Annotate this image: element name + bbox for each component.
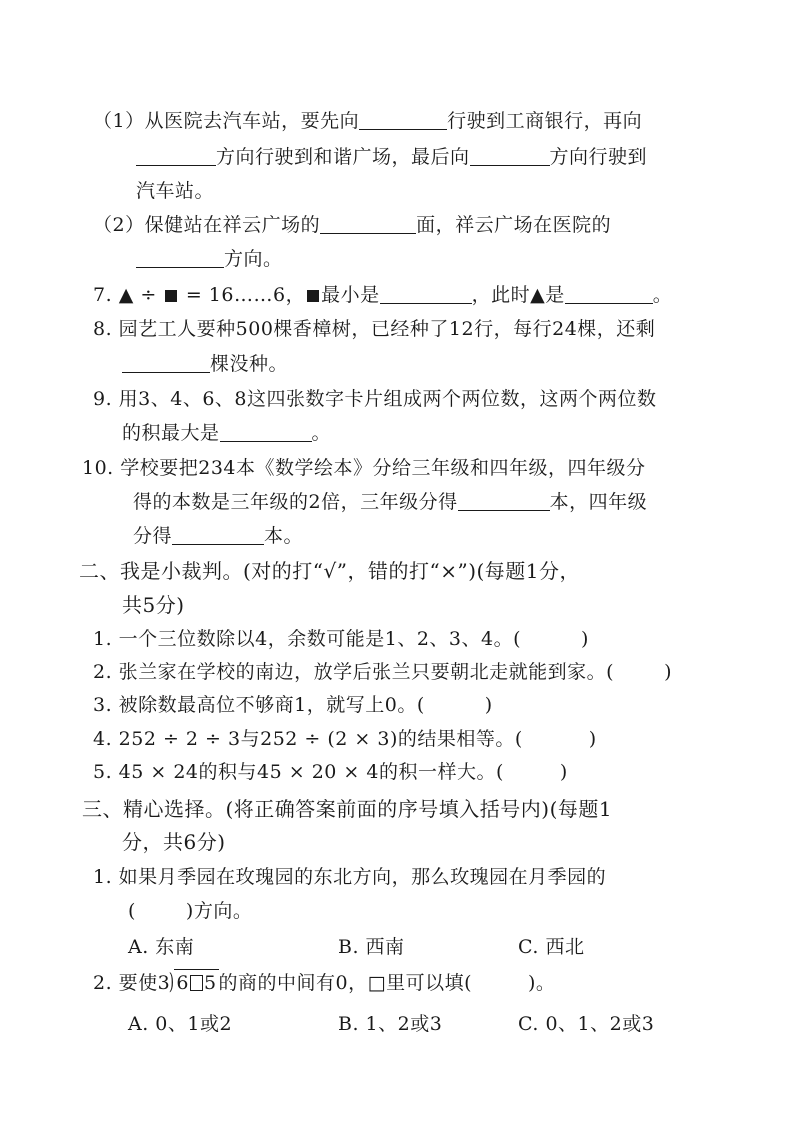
q10-text-b: 得的本数是三年级的2倍，三年级分得 <box>133 491 458 513</box>
q6-part1-text-b: 行驶到工商银行，再向 <box>447 110 643 132</box>
q10-line1 <box>82 455 646 481</box>
q6-part2-line2 <box>136 246 283 272</box>
q8-text-b: 棵没种。 <box>210 353 289 375</box>
answer-blank[interactable] <box>470 145 550 166</box>
choice-q2-line1 <box>93 969 555 995</box>
section3-title-line1 <box>82 796 612 822</box>
judge-item-close: ) <box>664 661 673 683</box>
q10-text-e: 本。 <box>264 525 304 547</box>
q6-part1-line1 <box>93 108 642 134</box>
option-b[interactable]: B. 1、2或3 <box>338 1013 443 1035</box>
q10-line3 <box>133 523 303 549</box>
q9-text-c: 。 <box>311 422 332 444</box>
section2-title-line2 <box>122 592 185 618</box>
option-a[interactable]: A. 0、1或2 <box>128 1013 233 1035</box>
judge-item-close: ) <box>588 728 597 750</box>
q6-part1-text-c: 方向行驶到和谐广场，最后向 <box>216 146 470 168</box>
dividend-digit: 6 <box>176 972 189 994</box>
choice-q1-open: ( <box>128 900 136 922</box>
option-c[interactable]: C. 0、1、2或3 <box>518 1013 655 1035</box>
judge-item <box>93 626 589 652</box>
judge-item-close: ) <box>559 761 568 783</box>
answer-blank[interactable] <box>136 247 224 268</box>
choice-q1-line1 <box>93 864 606 890</box>
q6-part1-line2 <box>136 144 647 170</box>
q7-text-f: ，此时▲是 <box>471 284 565 306</box>
q6-part1-line3 <box>136 178 214 204</box>
judge-item-text: 4. 252 ÷ 2 ÷ 3与252 ÷ (2 × 3)的结果相等。( <box>93 728 523 750</box>
q9-text-a: 9. 用3、4、6、8这四张数字卡片组成两个两位数，这两个两位数 <box>93 388 657 410</box>
judge-item <box>93 659 672 685</box>
answer-blank[interactable] <box>172 524 264 545</box>
choice-q1-text: 1. 如果月季园在玫瑰园的东北方向，那么玫瑰园在月季园的 <box>93 866 607 888</box>
q10-text-c: 本，四年级 <box>549 491 648 513</box>
q6-part2-line1 <box>93 212 611 238</box>
answer-blank[interactable] <box>458 490 550 511</box>
choice-q1-close: )方向。 <box>185 900 253 922</box>
q6-part2-text-b: 面，祥云广场在医院的 <box>416 214 612 236</box>
triangle-icon: ▲ <box>118 284 134 306</box>
judge-item <box>93 759 568 785</box>
section3-title-line2 <box>122 829 226 855</box>
long-division-dividend <box>174 969 218 996</box>
judge-item <box>93 692 493 718</box>
answer-blank[interactable] <box>565 283 653 304</box>
judge-item-text: 2. 张兰家在学校的南边，放学后张兰只要朝北走就能到家。( <box>93 661 615 683</box>
q7-text-e: 最小是 <box>321 284 380 306</box>
q6-part2-text-a: （2）保健站在祥云广场的 <box>93 214 321 236</box>
section2-title: 二、我是小裁判。(对的打“√”，错的打“×”)(每题1分， <box>79 559 581 583</box>
answer-blank[interactable] <box>380 283 472 304</box>
judge-item-text: 1. 一个三位数除以4，余数可能是1、2、3、4。( <box>93 628 522 650</box>
q6-part1-text-d: 方向行驶到 <box>549 146 648 168</box>
q8-line1 <box>93 316 655 342</box>
q9-line1 <box>93 386 657 412</box>
judge-item-close: ) <box>581 628 589 650</box>
dividend-digit: 5 <box>203 972 217 994</box>
answer-blank[interactable] <box>136 145 216 166</box>
judge-item-close: ) <box>484 694 493 716</box>
division-bracket-icon: ) <box>169 970 175 995</box>
q7-text-g: 。 <box>652 284 673 306</box>
answer-blank[interactable] <box>320 213 416 234</box>
choice-q1-line2 <box>128 898 252 924</box>
q9-line2 <box>122 420 331 446</box>
section3-title: 三、精心选择。(将正确答案前面的序号填入括号内)(每题1 <box>82 797 613 821</box>
q7-number: 7. <box>93 284 113 306</box>
q10-text-a: 10. 学校要把234本《数学绘本》分给三年级和四年级，四年级分 <box>82 457 646 479</box>
answer-blank[interactable] <box>359 109 447 130</box>
q7-divide: ÷ <box>133 284 164 306</box>
q6-part1-text-e: 汽车站。 <box>136 180 215 202</box>
answer-blank[interactable] <box>220 421 312 442</box>
q7-equation: = 16……6， <box>179 284 306 306</box>
q9-text-b: 的积最大是 <box>122 422 220 444</box>
judge-item <box>93 726 597 752</box>
judge-item-text: 3. 被除数最高位不够商1，就写上0。( <box>93 694 425 716</box>
q8-line2 <box>122 351 288 377</box>
section2-title-line1 <box>79 558 580 584</box>
q10-line2 <box>133 489 647 515</box>
q7-line <box>93 282 672 308</box>
q6-part1-text-a: （1）从医院去汽车站，要先向 <box>93 110 360 132</box>
option-a[interactable]: A. 东南 <box>128 936 195 958</box>
section2-title-cont: 共5分) <box>122 593 185 617</box>
q8-text-a: 8. 园艺工人要种500棵香樟树，已经种了12行，每行24棵，还剩 <box>93 318 656 340</box>
empty-box-icon <box>190 975 203 991</box>
square-icon <box>165 290 177 302</box>
section3-title-cont: 分，共6分) <box>122 830 226 854</box>
choice-q1-options <box>128 934 688 960</box>
judge-item-text: 5. 45 × 24的积与45 × 20 × 4的积一样大。( <box>93 761 504 783</box>
option-b[interactable]: B. 西南 <box>338 936 405 958</box>
square-icon <box>307 290 319 302</box>
choice-q2-options <box>128 1011 708 1037</box>
choice-q2-text-a: 2. 要使3 <box>93 972 171 994</box>
answer-blank[interactable] <box>122 352 210 373</box>
q10-text-d: 分得 <box>133 525 173 547</box>
q6-part2-text-c: 方向。 <box>224 248 283 270</box>
choice-q2-text-b: 的商的中间有0，□里可以填( <box>218 972 473 994</box>
choice-q2-close: )。 <box>528 972 556 994</box>
option-c[interactable]: C. 西北 <box>518 936 585 958</box>
